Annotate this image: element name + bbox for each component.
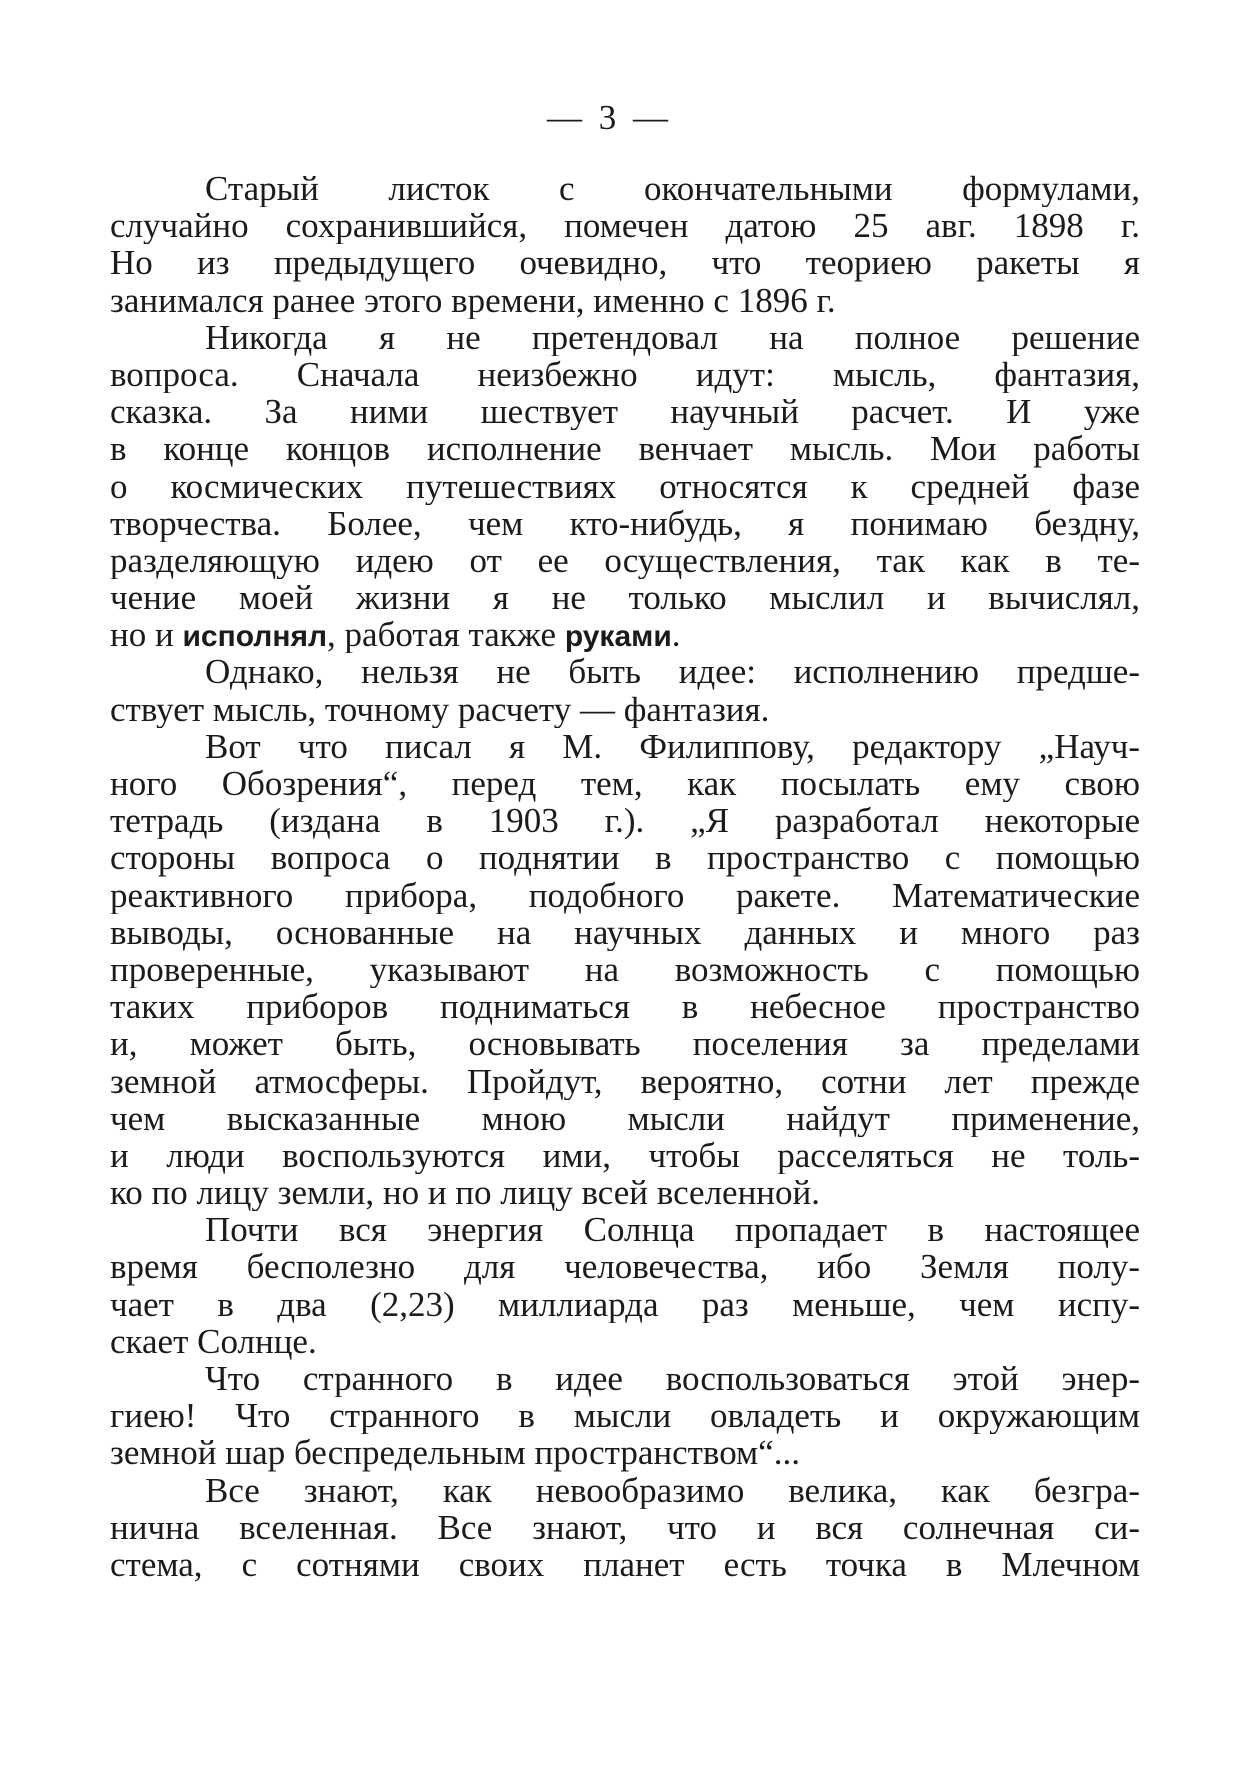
text-line — [110, 505, 1140, 542]
text-line — [110, 1434, 1140, 1471]
line-text: гиею! Что странного в мысли овладеть и окружающим — [110, 1397, 1140, 1435]
text-line — [110, 393, 1140, 430]
line-text: ного Обозрения“, перед тем, как посылать ему свою — [110, 765, 1140, 803]
line-text: чает в два (2,23) миллиарда раз меньше, чем испу- — [110, 1285, 1140, 1323]
line-text: ко по лицу земли, но и по лицу всей вселенной. — [110, 1174, 821, 1212]
line-text: занимался ранее этого времени, именно с 1896 г. — [110, 281, 836, 319]
text-line — [110, 1546, 1140, 1583]
text-line — [110, 1472, 1140, 1509]
text-line — [110, 914, 1140, 951]
line-text: Однако, нельзя не быть идее: исполнению предше- — [205, 653, 1140, 691]
text-line — [110, 1397, 1140, 1434]
line-text: выводы, основанные на научных данных и много раз — [110, 913, 1140, 951]
line-text: в конце концов исполнение венчает мысль. Мои работы — [110, 430, 1140, 468]
page-number: — 3 — — [547, 98, 672, 137]
text-line — [110, 1360, 1140, 1397]
line-text: Но из предыдущего очевидно, что теориею ракеты я — [110, 244, 1140, 282]
line-text: , работая также — [327, 616, 565, 654]
text-line — [110, 207, 1140, 244]
line-text: чем высказанные мною мысли найдут применение, — [110, 1099, 1140, 1137]
line-text: Никогда я не претендовал на полное решение — [205, 318, 1140, 356]
line-text: но и — [110, 616, 183, 654]
line-text: стема, с сотнями своих планет есть точка в Млечном — [110, 1545, 1140, 1584]
text-line — [110, 1137, 1140, 1174]
line-text: чение моей жизни я не только мыслил и вычислял, — [110, 579, 1140, 617]
emphasis-word: руками — [564, 620, 672, 654]
text-line — [110, 802, 1140, 839]
line-text: творчества. Более, чем кто-нибудь, я понимаю бездну, — [110, 504, 1140, 542]
text-line — [110, 653, 1140, 690]
line-text: реактивного прибора, подобного ракете. Математические — [110, 876, 1140, 914]
text-line — [110, 542, 1140, 579]
text-line — [110, 728, 1140, 765]
text-line — [110, 282, 1140, 319]
text-line — [110, 430, 1140, 467]
line-text: тетрадь (издана в 1903 г.). „Я разработал некоторые — [110, 802, 1140, 840]
text-line — [110, 951, 1140, 988]
line-text: Все знают, как невообразимо велика, как безгра- — [205, 1471, 1140, 1509]
text-line — [110, 1509, 1140, 1546]
line-text: и, может быть, основывать поселения за пределами — [110, 1025, 1140, 1063]
text-line — [110, 170, 1140, 207]
line-text: Что странного в идее воспользоваться этой энер- — [205, 1360, 1140, 1398]
text-line — [110, 765, 1140, 802]
text-line — [110, 1174, 1140, 1211]
text-line — [110, 839, 1140, 876]
text-line — [110, 579, 1140, 616]
text-line — [110, 1025, 1140, 1062]
line-text: . — [671, 616, 681, 654]
line-text: время бесполезно для человечества, ибо Земля полу- — [110, 1248, 1140, 1286]
line-text: Старый листок с окончательными формулами, — [205, 170, 1140, 208]
line-text: таких приборов подниматься в небесное пространство — [110, 988, 1140, 1026]
line-text: о космических путешествиях относятся к средней фазе — [110, 467, 1140, 505]
line-text: сказка. За ними шествует научный расчет. И уже — [110, 393, 1140, 431]
text-line — [110, 1100, 1140, 1137]
line-text: Почти вся энергия Солнца пропадает в настоящее — [205, 1211, 1140, 1249]
page-text — [110, 170, 1140, 1583]
line-text: скает Солнце. — [110, 1322, 317, 1360]
line-text: вопроса. Сначала неизбежно идут: мысль, фантазия, — [110, 355, 1140, 394]
line-text: случайно сохранившийся, помечен датою 25 авг. 1898 г. — [110, 207, 1140, 245]
line-text: земной шар беспредельным пространством“... — [110, 1434, 800, 1472]
line-text: земной атмосферы. Пройдут, вероятно, сотни лет прежде — [110, 1062, 1140, 1100]
text-line — [110, 1323, 1140, 1360]
text-line — [110, 244, 1140, 281]
text-line — [110, 616, 1140, 653]
line-text: ствует мысль, точному расчету — фантазия. — [110, 690, 770, 728]
text-line — [110, 1286, 1140, 1323]
text-line — [110, 1063, 1140, 1100]
text-line — [110, 988, 1140, 1025]
text-line — [110, 468, 1140, 505]
text-line — [110, 1211, 1140, 1248]
emphasis-word: исполнял — [182, 620, 328, 654]
line-text: Вот что писал я М. Филиппову, редактору „Науч- — [205, 727, 1140, 765]
text-line — [110, 356, 1140, 393]
line-text: нична вселенная. Все знают, что и вся солнечная си- — [110, 1508, 1140, 1546]
line-text: разделяющую идею от ее осуществления, так как в те- — [110, 541, 1140, 580]
text-line — [110, 319, 1140, 356]
text-line — [110, 1248, 1140, 1285]
line-text: стороны вопроса о поднятии в пространство с помощью — [110, 839, 1140, 877]
line-text: и люди воспользуются ими, чтобы расселяться не толь- — [110, 1136, 1140, 1175]
line-text: проверенные, указывают на возможность с помощью — [110, 950, 1140, 989]
text-line — [110, 691, 1140, 728]
text-line — [110, 877, 1140, 914]
